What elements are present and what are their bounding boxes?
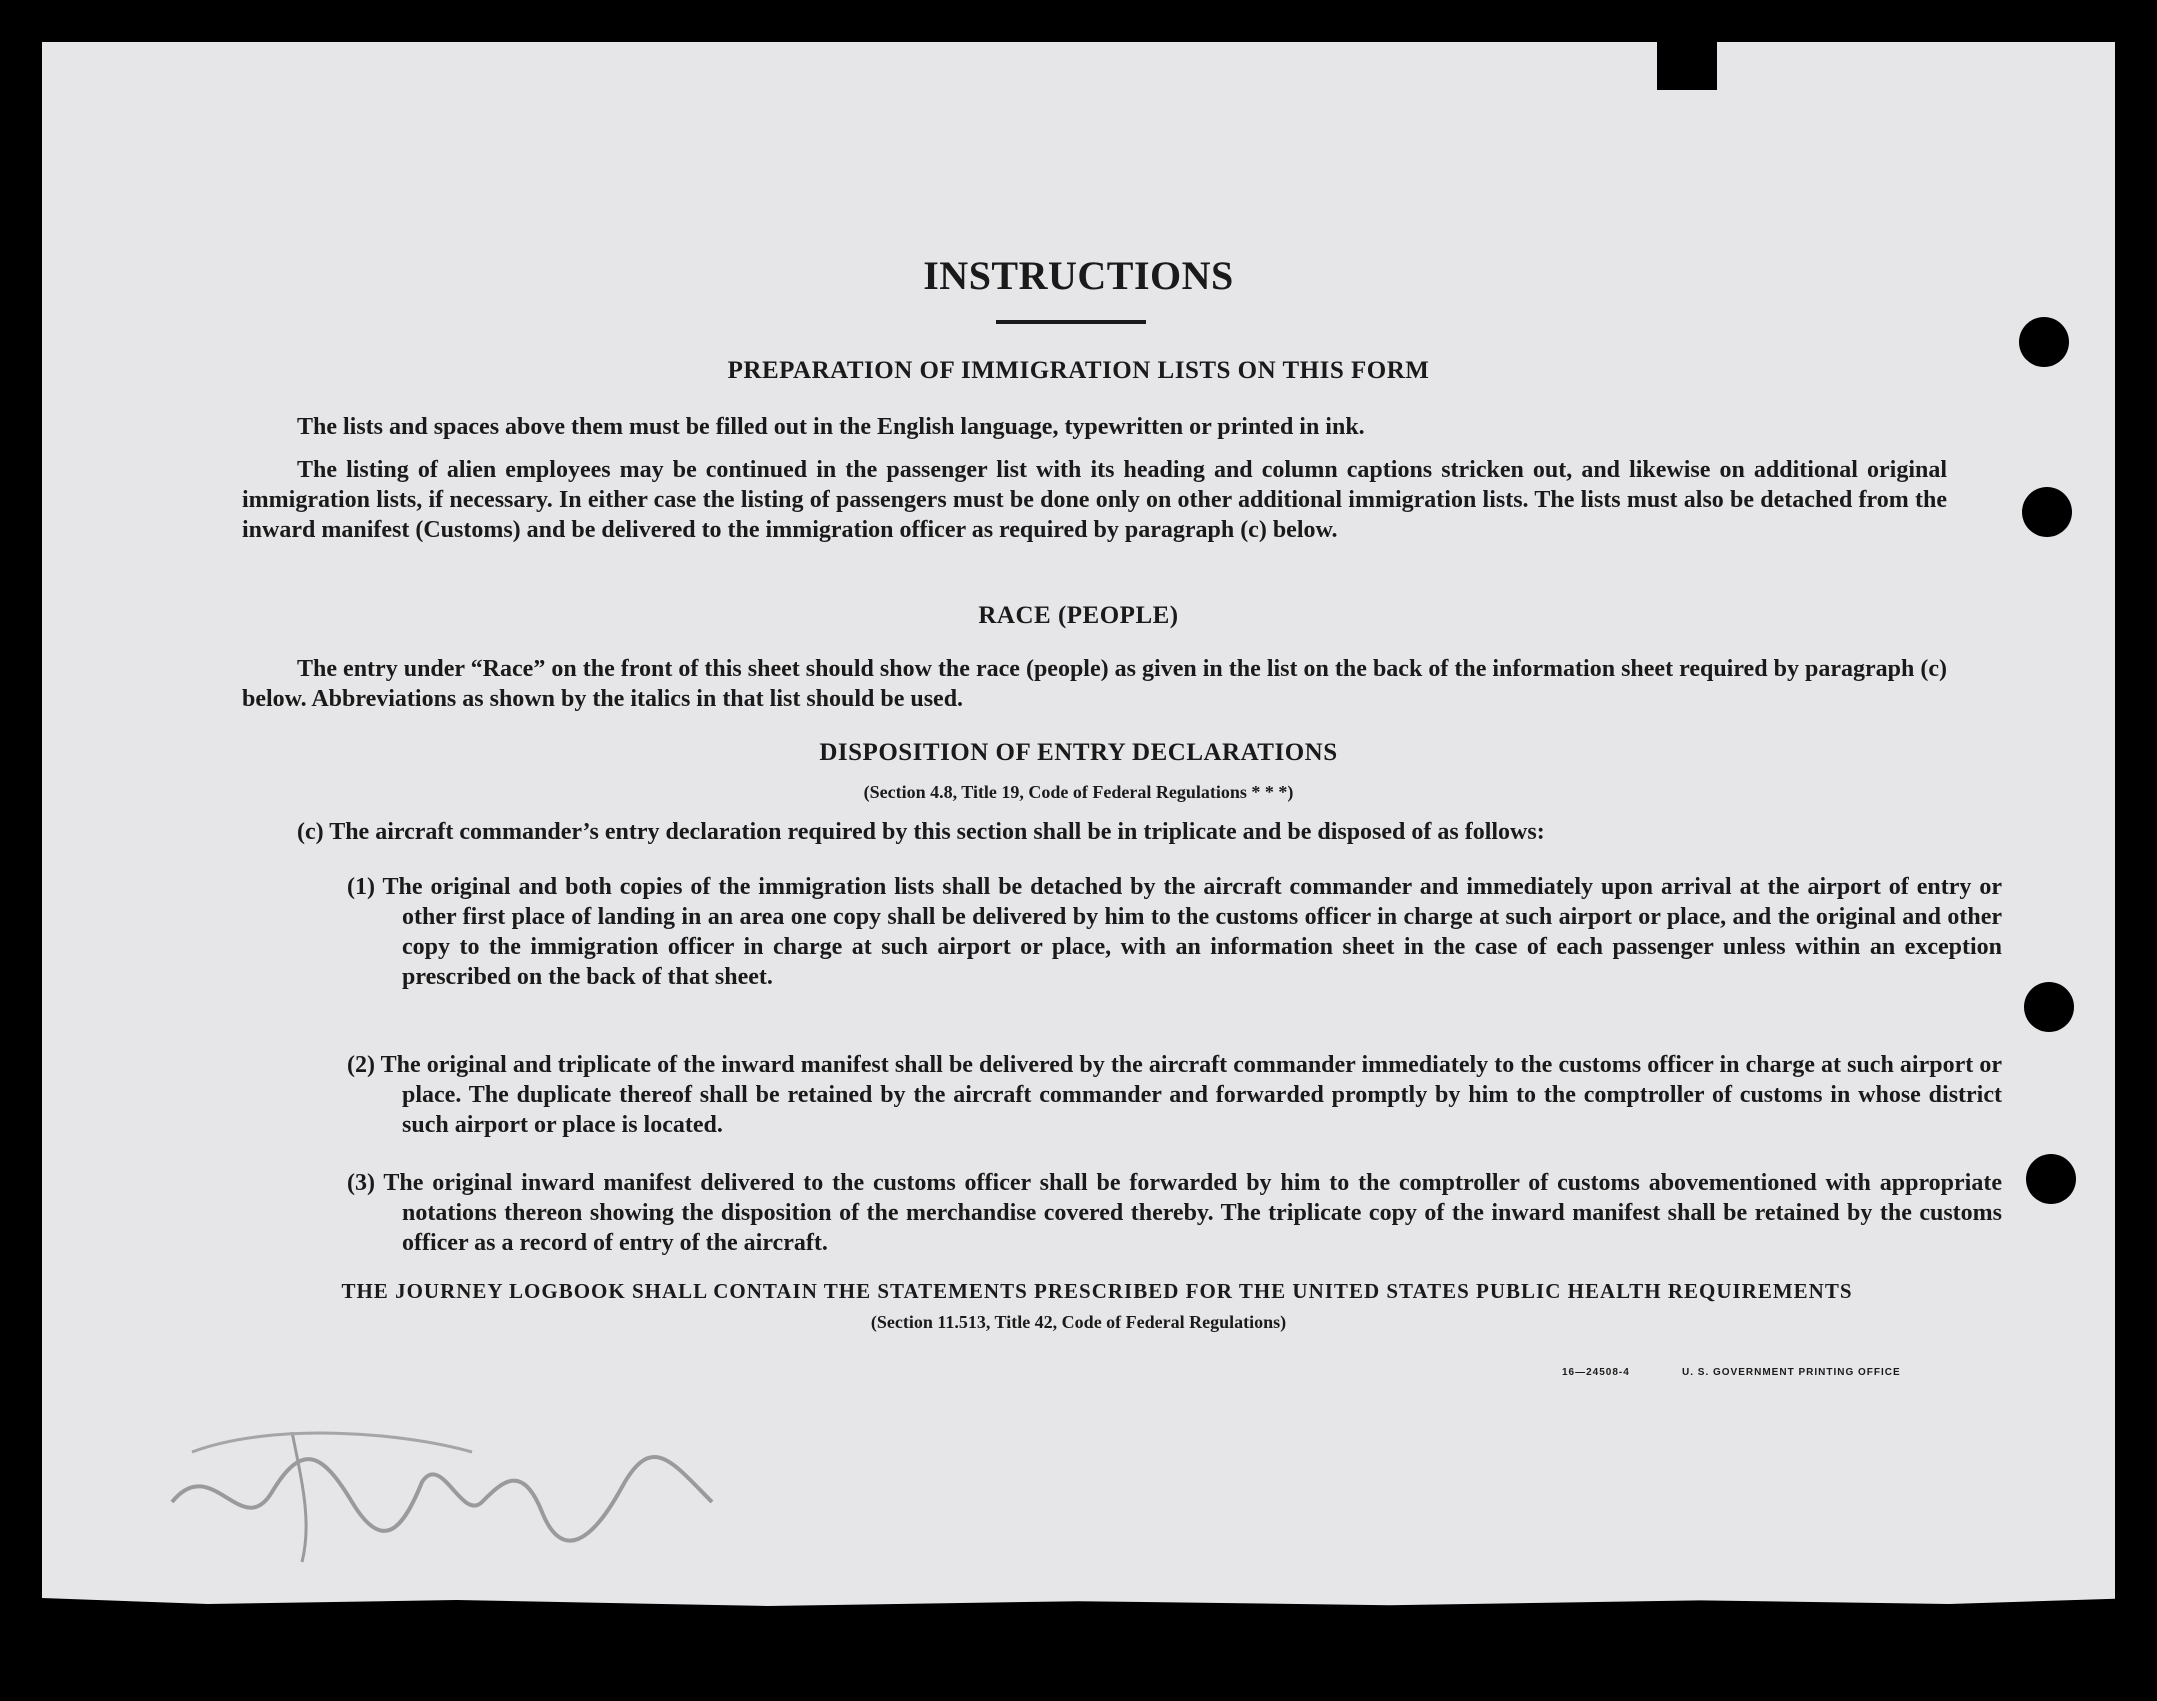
section-heading-preparation: PREPARATION OF IMMIGRATION LISTS ON THIS FORM <box>727 357 1430 384</box>
paragraph-intro: (c) The aircraft commander’s entry declaration required by this section shall be in triplicate and be disposed of as follows: <box>297 819 1545 845</box>
punch-hole <box>2026 1154 2076 1204</box>
title-underline <box>996 320 1146 324</box>
printer-imprint: U. S. GOVERNMENT PRINTING OFFICE <box>1682 1367 1901 1378</box>
page-title: INSTRUCTIONS <box>923 253 1234 298</box>
document-page <box>42 42 2115 1622</box>
section-citation: (Section 4.8, Title 19, Code of Federal Regulations * * *) <box>863 782 1294 802</box>
form-number: 16—24508-4 <box>1562 1367 1630 1378</box>
section-heading-race: RACE (PEOPLE) <box>978 602 1179 629</box>
section-heading-disposition: DISPOSITION OF ENTRY DECLARATIONS <box>819 739 1338 766</box>
punch-hole <box>2022 487 2072 537</box>
paragraph: The lists and spaces above them must be filled out in the English language, typewritten or printed in ink. <box>297 414 1365 440</box>
signature <box>152 1392 752 1572</box>
footer-statement: THE JOURNEY LOGBOOK SHALL CONTAIN THE STATEMENTS PRESCRIBED FOR THE UNITED STATES PUBLIC HEALTH REQUIREMENTS <box>341 1279 1853 1303</box>
list-item: (3) The original inward manifest delivered to the customs officer shall be forwarded by him to the comptroller of customs abovementioned with appropriate notations thereon showing the disposition of the merchandise covered thereby. The triplicate copy of the inward manifest shall be retained by the customs officer as a record of entry of the aircraft. <box>347 1170 2002 1256</box>
list-item: (1) The original and both copies of the immigration lists shall be detached by the aircraft commander and immediately upon arrival at the airport of entry or other first place of landing in an area one copy shall be delivered by him to the customs officer in charge at such airport or place, and the original and other copy to the immigration officer in charge at such airport or place, with an information sheet in the case of each passenger unless within an exception prescribed on the back of that sheet. <box>347 874 2002 990</box>
punch-hole <box>2024 982 2074 1032</box>
torn-edge <box>42 1582 2115 1622</box>
footer-citation: (Section 11.513, Title 42, Code of Federal Regulations) <box>870 1312 1287 1332</box>
paragraph: The entry under “Race” on the front of this sheet should show the race (people) as given in the list on the back of the information sheet required by paragraph (c) below. Abbreviations as shown by the italics in that list should be used. <box>242 656 1947 712</box>
paragraph: The listing of alien employees may be continued in the passenger list with its heading and column captions stricken out, and likewise on additional original immigration lists, if necessary. In either case the listing of passengers must be done only on other additional immigration lists. The lists must also be detached from the inward manifest (Customs) and be delivered to the immigration officer as required by paragraph (c) below. <box>242 457 1947 543</box>
staple-mark <box>1657 42 1717 90</box>
list-item: (2) The original and triplicate of the inward manifest shall be delivered by the aircraft commander immediately to the customs officer in charge at such airport or place. The duplicate thereof shall be retained by the aircraft commander and forwarded promptly by him to the comptroller of customs in whose district such airport or place is located. <box>347 1052 2002 1138</box>
